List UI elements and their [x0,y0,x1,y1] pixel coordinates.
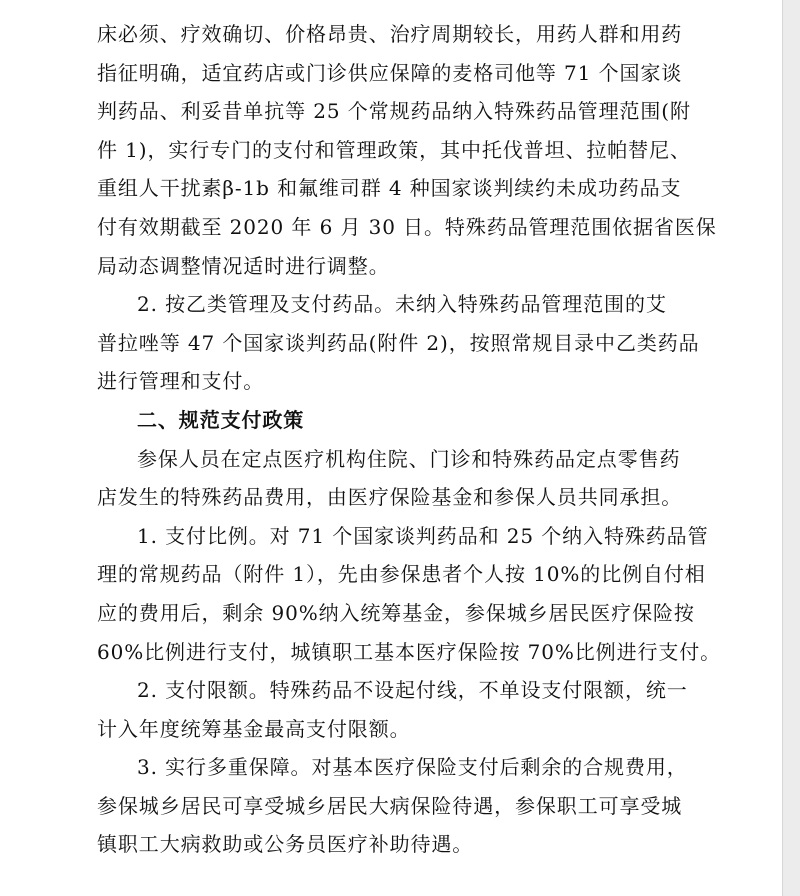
text-line: 理的常规药品（附件 1），先由参保患者个人按 10%的比例自付相 [97,562,706,587]
text-line: 计入年度统筹基金最高支付限额。 [97,716,411,741]
text-line: 店发生的特殊药品费用，由医疗保险基金和参保人员共同承担。 [97,485,683,510]
text-line: 判药品、利妥昔单抗等 25 个常规药品纳入特殊药品管理范围(附 [97,99,691,124]
text-line: 件 1)，实行专门的支付和管理政策，其中托伐普坦、拉帕替尼、 [97,137,691,162]
text-line: 参保城乡居民可享受城乡居民大病保险待遇，参保职工可享受城 [97,793,683,818]
text-line: 60%比例进行支付，城镇职工基本医疗保险按 70%比例进行支付。 [97,639,722,664]
text-line: 重组人干扰素β-1b 和氟维司群 4 种国家谈判续约未成功药品支 [97,176,682,201]
scrollbar-gutter[interactable] [782,0,800,896]
text-line: 局动态调整情况适时进行调整。 [97,253,390,278]
text-line: 镇职工大病救助或公务员医疗补助待遇。 [97,832,474,857]
document-body [97,15,722,864]
text-line: 2. 按乙类管理及支付药品。未纳入特殊药品管理范围的艾 [137,292,667,317]
text-line: 床必须、疗效确切、价格昂贵、治疗周期较长，用药人群和用药 [97,22,683,46]
text-line: 进行管理和支付。 [97,369,265,394]
text-line: 参保人员在定点医疗机构住院、门诊和特殊药品定点零售药 [137,446,681,471]
text-line: 1. 支付比例。对 71 个国家谈判药品和 25 个纳入特殊药品管 [137,523,709,548]
text-line: 普拉唑等 47 个国家谈判药品(附件 2)，按照常规目录中乙类药品 [97,330,700,355]
text-line: 3. 实行多重保障。对基本医疗保险支付后剩余的合规费用， [137,755,688,780]
text-line: 2. 支付限额。特殊药品不设起付线，不单设支付限额，统一 [137,678,688,703]
section-heading: 二、规范支付政策 [137,407,305,432]
text-line: 付有效期截至 2020 年 6 月 30 日。特殊药品管理范围依据省医保 [97,214,717,239]
text-line: 应的费用后，剩余 90%纳入统筹基金，参保城乡居民医疗保险按 [97,600,695,625]
text-line: 指征明确，适宜药店或门诊供应保障的麦格司他等 71 个国家谈 [97,60,683,85]
